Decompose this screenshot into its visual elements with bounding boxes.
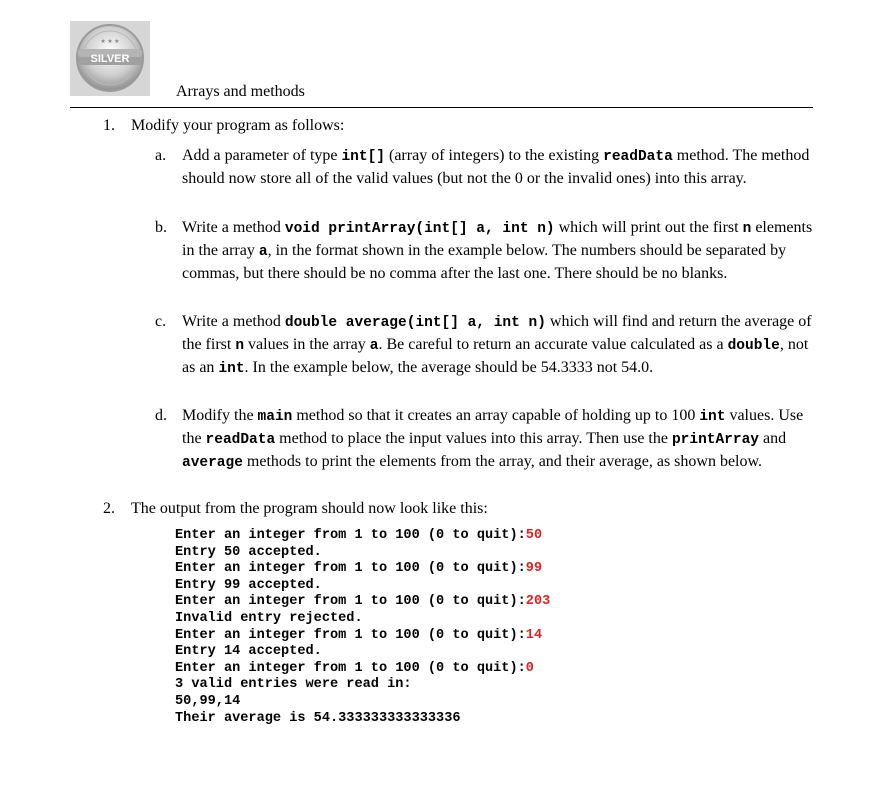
code: a	[258, 244, 268, 260]
question-2-number: 2.	[103, 500, 115, 517]
badge-text: SILVER	[90, 53, 130, 65]
text: method. The method should now store all of the valid values (but not the 0 or the invalid ones) into this array.	[182, 147, 810, 187]
code: int	[218, 361, 245, 377]
code: average	[182, 455, 243, 471]
code: readData	[603, 149, 673, 165]
output-line: Enter an integer from 1 to 100 (0 to quit):99	[175, 561, 543, 577]
output-line: Enter an integer from 1 to 100 (0 to quit):14	[175, 627, 543, 643]
output-line: 3 valid entries were read in:	[175, 677, 412, 693]
text: Write a method	[182, 219, 285, 236]
text: values in the array	[244, 336, 370, 353]
header-divider	[70, 107, 813, 108]
code: double average(int[] a, int n)	[284, 315, 546, 331]
output-line: Entry 50 accepted.	[175, 544, 322, 560]
text: . Be careful to return an accurate value calculated as a	[378, 336, 728, 353]
item-body	[182, 405, 822, 474]
question-1-number: 1.	[103, 117, 115, 134]
item-letter: d.	[155, 407, 167, 424]
text: values. Use the	[182, 407, 804, 447]
text: Add a parameter of type	[182, 147, 342, 164]
code: void printArray(int[] a, int n)	[284, 221, 555, 237]
silver-badge-logo	[70, 21, 150, 96]
text: elements in the array	[182, 219, 813, 259]
text: method so that it creates an array capable of holding up to 100	[292, 407, 700, 424]
text: methods to print the elements from the array, and their average, as shown below.	[242, 453, 763, 470]
output-line: Invalid entry rejected.	[175, 610, 363, 626]
output-line: Enter an integer from 1 to 100 (0 to quit):50	[175, 528, 543, 543]
code: int[]	[341, 149, 385, 165]
code: a	[369, 338, 379, 354]
program-output	[175, 528, 550, 727]
text: Modify the	[182, 407, 258, 424]
text: method to place the input values into this array. Then use the	[275, 430, 672, 447]
output-line: Entry 99 accepted.	[175, 577, 322, 593]
text: which will print out the first	[554, 219, 743, 236]
item-letter: c.	[155, 313, 167, 330]
code: printArray	[671, 432, 759, 448]
text: which will find and return the average of the first	[182, 313, 812, 353]
item-body	[182, 145, 822, 189]
code: readData	[205, 432, 276, 448]
output-line: Enter an integer from 1 to 100 (0 to quit):0	[175, 660, 534, 676]
text: , in the format shown in the example below. The numbers should be separated by commas, but there should be no comma after the last one. There should be no blanks.	[182, 242, 787, 282]
question-2-intro: The output from the program should now look like this:	[131, 500, 488, 517]
text: , not as an	[182, 336, 809, 376]
output-line: Enter an integer from 1 to 100 (0 to quit):203	[175, 594, 551, 610]
item-letter: a.	[155, 147, 167, 164]
code: int	[699, 409, 726, 425]
item-letter: b.	[155, 219, 167, 236]
output-line: Entry 14 accepted.	[175, 644, 322, 660]
code: double	[727, 338, 780, 354]
page-title: Arrays and methods	[176, 83, 305, 100]
output-line: Their average is 54.333333333333336	[175, 710, 461, 726]
code: n	[235, 338, 245, 354]
text: (array of integers) to the existing	[385, 147, 604, 164]
svg-text:★ ★ ★: ★ ★ ★	[100, 39, 120, 45]
code: n	[742, 221, 752, 237]
question-1-intro: Modify your program as follows:	[131, 117, 345, 134]
text: and	[758, 430, 787, 447]
text: Write a method	[182, 313, 285, 330]
item-body	[182, 217, 822, 284]
output-line: 50,99,14	[175, 693, 241, 709]
text: . In the example below, the average should be 54.3333 not 54.0.	[244, 359, 654, 376]
item-body	[182, 311, 822, 380]
code: main	[257, 409, 293, 425]
